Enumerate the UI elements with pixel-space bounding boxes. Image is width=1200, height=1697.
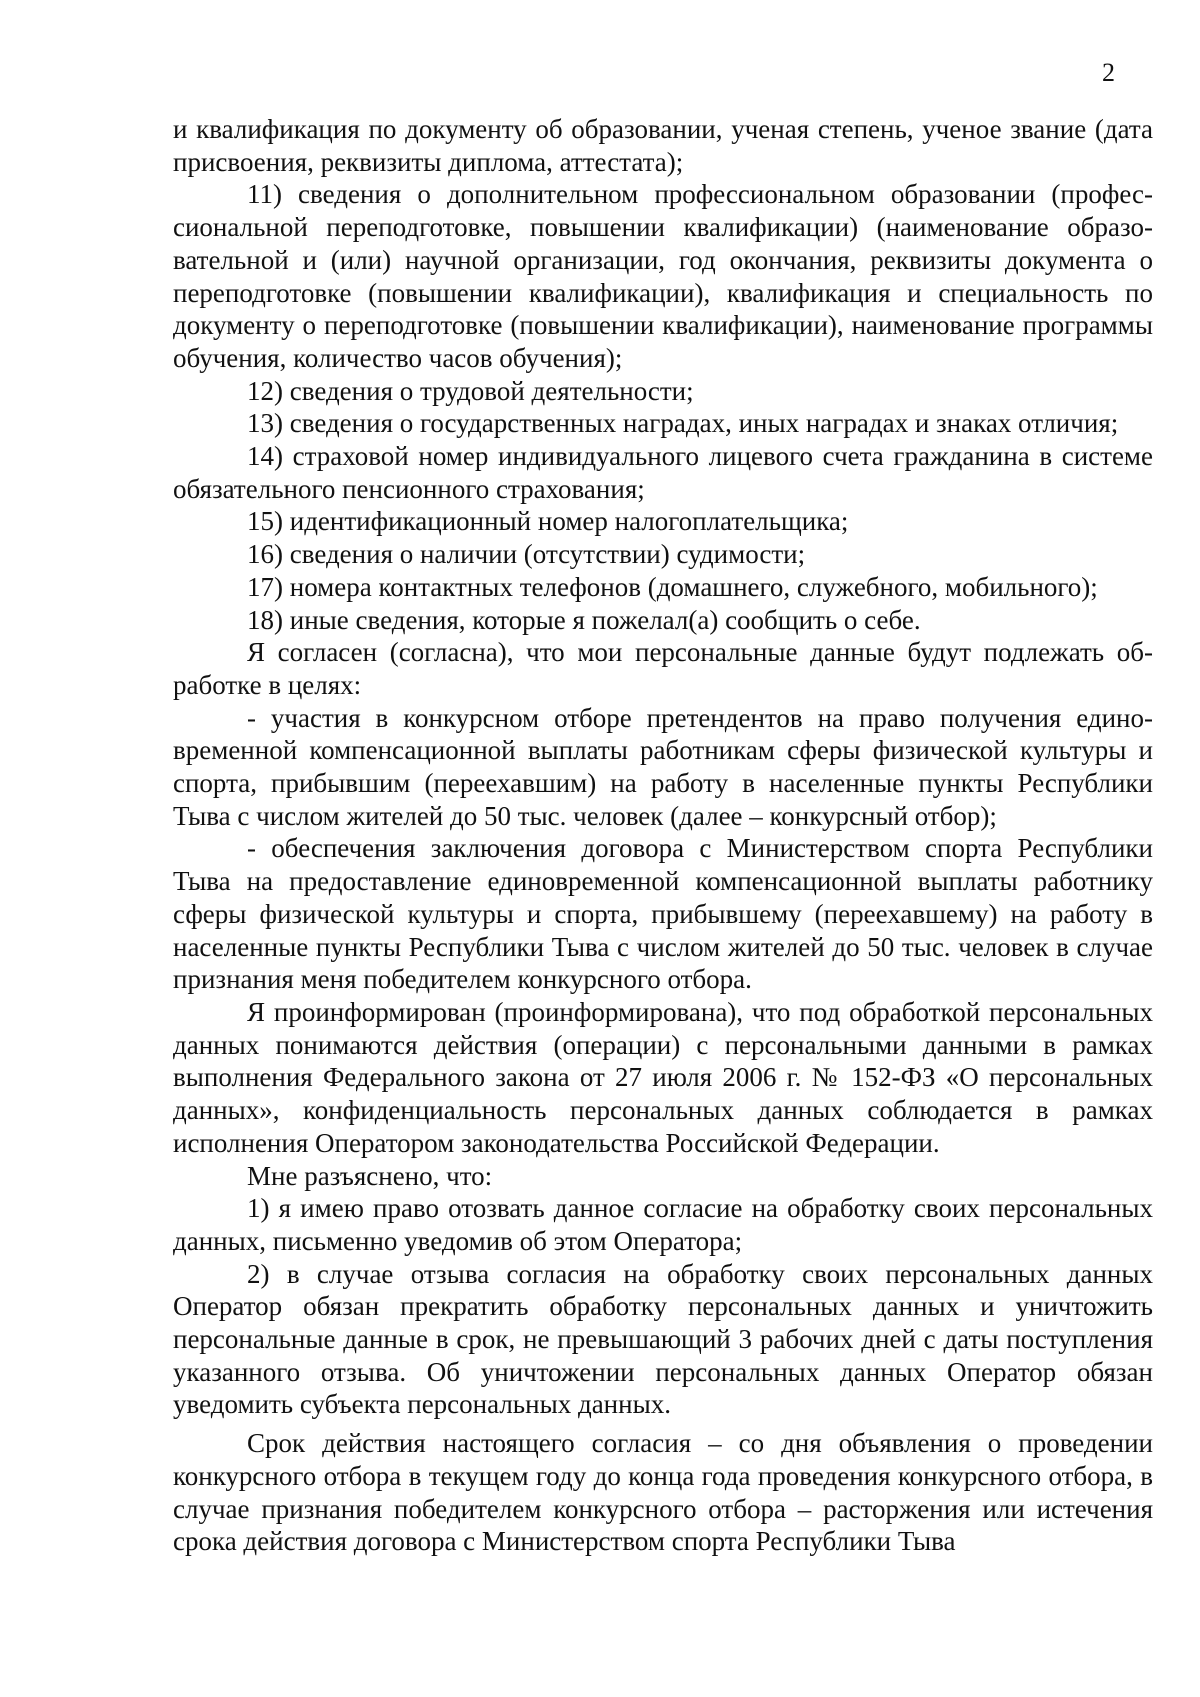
- paragraph-item-15: 15) идентификационный номер налогоплательщика;: [247, 506, 849, 537]
- paragraph-item-18: 18) иные сведения, которые я пожелал(а) сообщить о себе.: [247, 604, 921, 635]
- paragraph-item-14: 14) страховой номер индивидуального лицевого счета гражданина в системе обязательного пенсионного страхования;: [173, 441, 1153, 504]
- paragraph-withdrawal-consequence: 2) в случае отзыва согласия на обработку своих персональных данных Оператор обязан прекратить обработку персональных данных и уничтожить персональные данные в срок, не превышающий 3 рабочих дней с даты поступления указанного отзыва. Об уничтожении персональных данных Оператор обязан уведомить субъекта персональных данных.: [173, 1258, 1153, 1420]
- page-number: 2: [1102, 58, 1115, 87]
- paragraph-item-13: 13) сведения о государственных наградах, иных наградах и знаках отличия;: [247, 408, 1119, 439]
- paragraph-item-11: 11) сведения о дополнительном профессиональном образовании (профессиональной переподготовке, повышении квалификации) (наименование образовательной и (или) научной организации, год окончания, реквизиты документа о переподготовке (повышении квалификации), квалификация и специальность по документу о переподготовке (повышении квалификации), наименование программы обучения, количество часов обучения);: [173, 179, 1153, 373]
- paragraph-item-12: 12) сведения о трудовой деятельности;: [247, 375, 694, 406]
- paragraph-item-16: 16) сведения о наличии (отсутствии) судимости;: [247, 539, 806, 570]
- paragraph-informed: Я проинформирован (проинформирована), что под обработкой персональных данных понимаются действия (операции) с персональными данными в рамках выполнения Федерального закона от 27 июля 2006 г. № 152-ФЗ «О персональных данных», конфиденциальность персональных данных соблюдается в рамках исполнения Оператором законодательства Российской Федерации.: [173, 996, 1153, 1158]
- document-body: [173, 113, 1153, 1558]
- paragraph-education-continued: и квалификация по документу об образовании, ученая степень, ученое звание (дата присвоения, реквизиты диплома, аттестата);: [173, 114, 1153, 177]
- paragraph-consent-purposes: Я согласен (согласна), что мои персональные данные будут подлежать обработке в целях:: [173, 637, 1153, 700]
- paragraph-item-17: 17) номера контактных телефонов (домашнего, служебного, мобильного);: [247, 571, 1098, 602]
- paragraph-right-withdraw: 1) я имею право отозвать данное согласие на обработку своих персональных данных, письменно уведомив об этом Оператора;: [173, 1193, 1153, 1256]
- paragraph-explained: Мне разъяснено, что:: [247, 1160, 493, 1191]
- paragraph-validity-period: Срок действия настоящего согласия – со дня объявления о проведении конкурсного отбора в текущем году до конца года проведения конкурсного отбора, в случае признания победителем конкурсного отбора – расторжения или истечения срока действия договора с Министерством спорта Республики Тыва: [173, 1428, 1153, 1557]
- paragraph-purpose-contract: - обеспечения заключения договора с Министерством спорта Республики Тыва на предоставление единовременной компенсационной выплаты работнику сферы физической культуры и спорта, прибывшему (переехавшему) на работу в населенные пункты Республики Тыва с числом жителей до 50 тыс. человек в случае признания меня победителем конкурсного отбора.: [173, 833, 1153, 995]
- paragraph-purpose-competition: - участия в конкурсном отборе претендентов на право получения единовременной компенсационной выплаты работникам сферы физической культуры и спорта, прибывшим (переехавшим) на работу в населенные пункты Республики Тыва с числом жителей до 50 тыс. человек (далее – конкурсный отбор);: [173, 702, 1153, 831]
